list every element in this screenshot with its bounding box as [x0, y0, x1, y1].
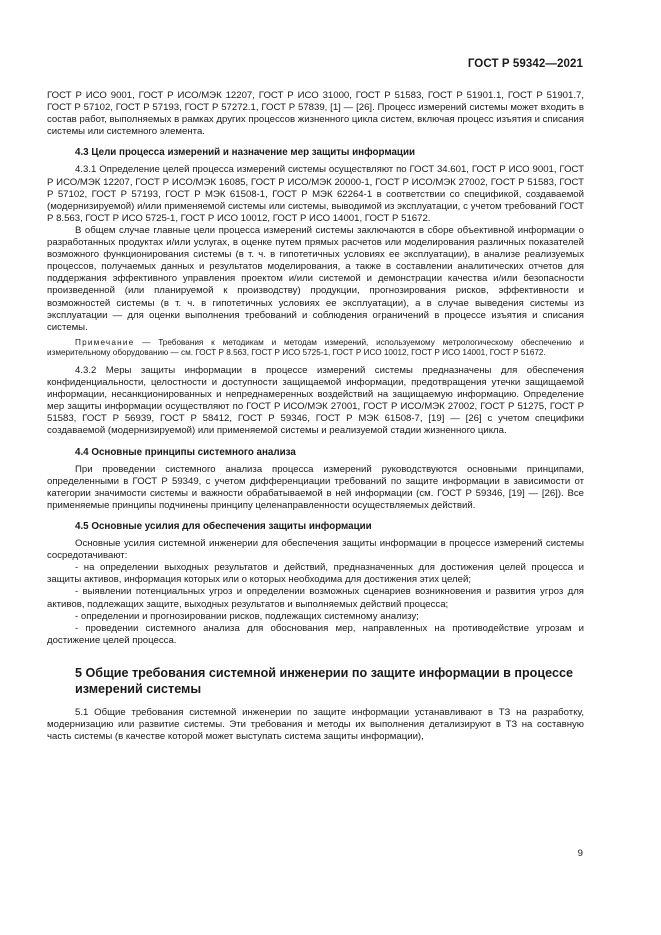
paragraph-continuation: ГОСТ Р ИСО 9001, ГОСТ Р ИСО/МЭК 12207, ГОСТ Р ИСО 31000, ГОСТ Р 51583, ГОСТ Р 51901.1, ГОСТ Р 51901.7, ГОСТ Р 57102, ГОСТ Р 57193, ГОСТ Р 57272.1, ГОСТ Р 57839, [1] — [26]. Процесс измерений системы может входить в состав работ, выполняемых в рамках других процессов жизненного цикла систем, включая процесс изъятия и списания системы или системного элемента. — [47, 90, 584, 138]
list-item-3: - определении и прогнозировании рисков, подлежащих системному анализу; — [75, 610, 419, 622]
page-number: 9 — [577, 848, 583, 859]
paragraph-general-goals: В общем случае главные цели процесса измерений системы заключаются в сборе объективной информации о разработанных продуктах и/или услугах, в оценке путем прямых расчетов или моделирования различных показателей возможного функционирования системы (в т. ч. в гипотетичных условиях ее эксплуатации), в анализе реализуемых процессов, получаемых данных и результатов моделирования, а также в составлении аналитических отчетов для поддержания эффективного управления проектом и/или системой и демонстрации качества и/или безопасности произведенной (или планируемой к производству) продукции, прогнозирования рисков, эффективности и возможностей системы (в т. ч. в гипотетичных условиях ее эксплуатации), а в случае выведения системы из эксплуатации — для оценки выполнения требований и соблюдения ограничений в процессе изъятия и списания системы. — [47, 224, 584, 333]
list-item-2: - выявлении потенциальных угроз и определении возможных сценариев возникновения и развития угроз для активов, подлежащих защите, выходных результатов и выполняемых действий процесса; — [47, 586, 584, 610]
paragraph-4-5-intro: Основные усилия системной инженерии для обеспечения защиты информации в процессе измерений системы сосредотачивают: — [47, 538, 584, 562]
note-block — [47, 338, 584, 359]
paragraph-4-4: При проведении системного анализа процесса измерений руководствуются основными принципами, определенными в ГОСТ Р 59349, с учетом дифференциации требований по защите информации в зависимости от категории значимости системы и важности обрабатываемой в ней информации (см. ГОСТ Р 59346, [19] — [26]). Все применяемые принципы подчинены принципу целенаправленности осуществляемых действий. — [47, 463, 584, 511]
chapter-heading-5: 5 Общие требования системной инженерии по защите информации в процессе измерений системы — [75, 665, 573, 696]
list-item-4: - проведении системного анализа для обоснования мер, направленных на противодействие угрозам и достижение целей процесса. — [47, 622, 584, 646]
section-heading-4-3: 4.3 Цели процесса измерений и назначение мер защиты информации — [75, 147, 416, 159]
paragraph-5-1: 5.1 Общие требования системной инженерии по защите информации устанавливают в ТЗ на разработку, модернизацию или развитие системы. Эти требования и методы их выполнения детализируют в ТЗ на составную часть системы (в качестве которой может выступать система защиты информации), — [47, 706, 584, 743]
paragraph-4-3-1: 4.3.1 Определение целей процесса измерений системы осуществляют по ГОСТ 34.601, ГОСТ Р ИСО 9001, ГОСТ Р ИСО/МЭК 12207, ГОСТ Р ИСО/МЭК 16085, ГОСТ Р ИСО/МЭК 20000-1, ГОСТ Р ИСО/МЭК 27002, ГОСТ Р 51583, ГОСТ Р 57102, ГОСТ Р 57193, ГОСТ Р МЭК 61508-1, ГОСТ Р МЭК 62264-1 в соответствии со спецификой, создаваемой (модернизируемой) и/или применяемой системы или системы, выводимой из эксплуатации, с учетом требований ГОСТ Р 8.563, ГОСТ Р ИСО 5725-1, ГОСТ Р ИСО 10012, ГОСТ Р ИСО 14001, ГОСТ Р 51672. — [47, 164, 584, 224]
section-heading-4-4: 4.4 Основные принципы системного анализа — [75, 446, 296, 458]
note-text: — Требования к методикам и методам измерений, используемому метрологическому обеспечению и измерительному оборудованию — см. ГОСТ Р 8.563, ГОСТ Р ИСО 5725-1, ГОСТ Р ИСО 10012, ГОСТ Р ИСО 14001, ГОСТ Р 51672. — [47, 337, 584, 358]
paragraph-4-3-2: 4.3.2 Меры защиты информации в процессе измерений системы предназначены для обеспечения конфиденциальности, целостности и доступности защищаемой информации, предотвращения утечки защищаемой информации, несанкционированных и непреднамеренных воздействий на защищаемую информацию. Определение мер защиты информации осуществляют по ГОСТ Р ИСО/МЭК 27001, ГОСТ Р ИСО/МЭК 27002, ГОСТ Р 51275, ГОСТ Р 51583, ГОСТ Р 56939, ГОСТ Р 58412, ГОСТ Р 59346, ГОСТ Р МЭК 61508-7, [19] — [26] с учетом специфики создаваемой (модернизируемой) или применяемой системы и реализуемой стадии жизненного цикла. — [47, 364, 584, 437]
note-label: Примечание — [75, 337, 135, 347]
list-item-1: - на определении выходных результатов и действий, предназначенных для достижения целей процесса и защиты активов, информация которых или о которых необходима для достижения этих целей; — [47, 562, 584, 586]
page-content — [47, 90, 584, 743]
document-header-id: ГОСТ Р 59342—2021 — [467, 58, 583, 70]
section-heading-4-5: 4.5 Основные усилия для обеспечения защиты информации — [75, 521, 372, 532]
